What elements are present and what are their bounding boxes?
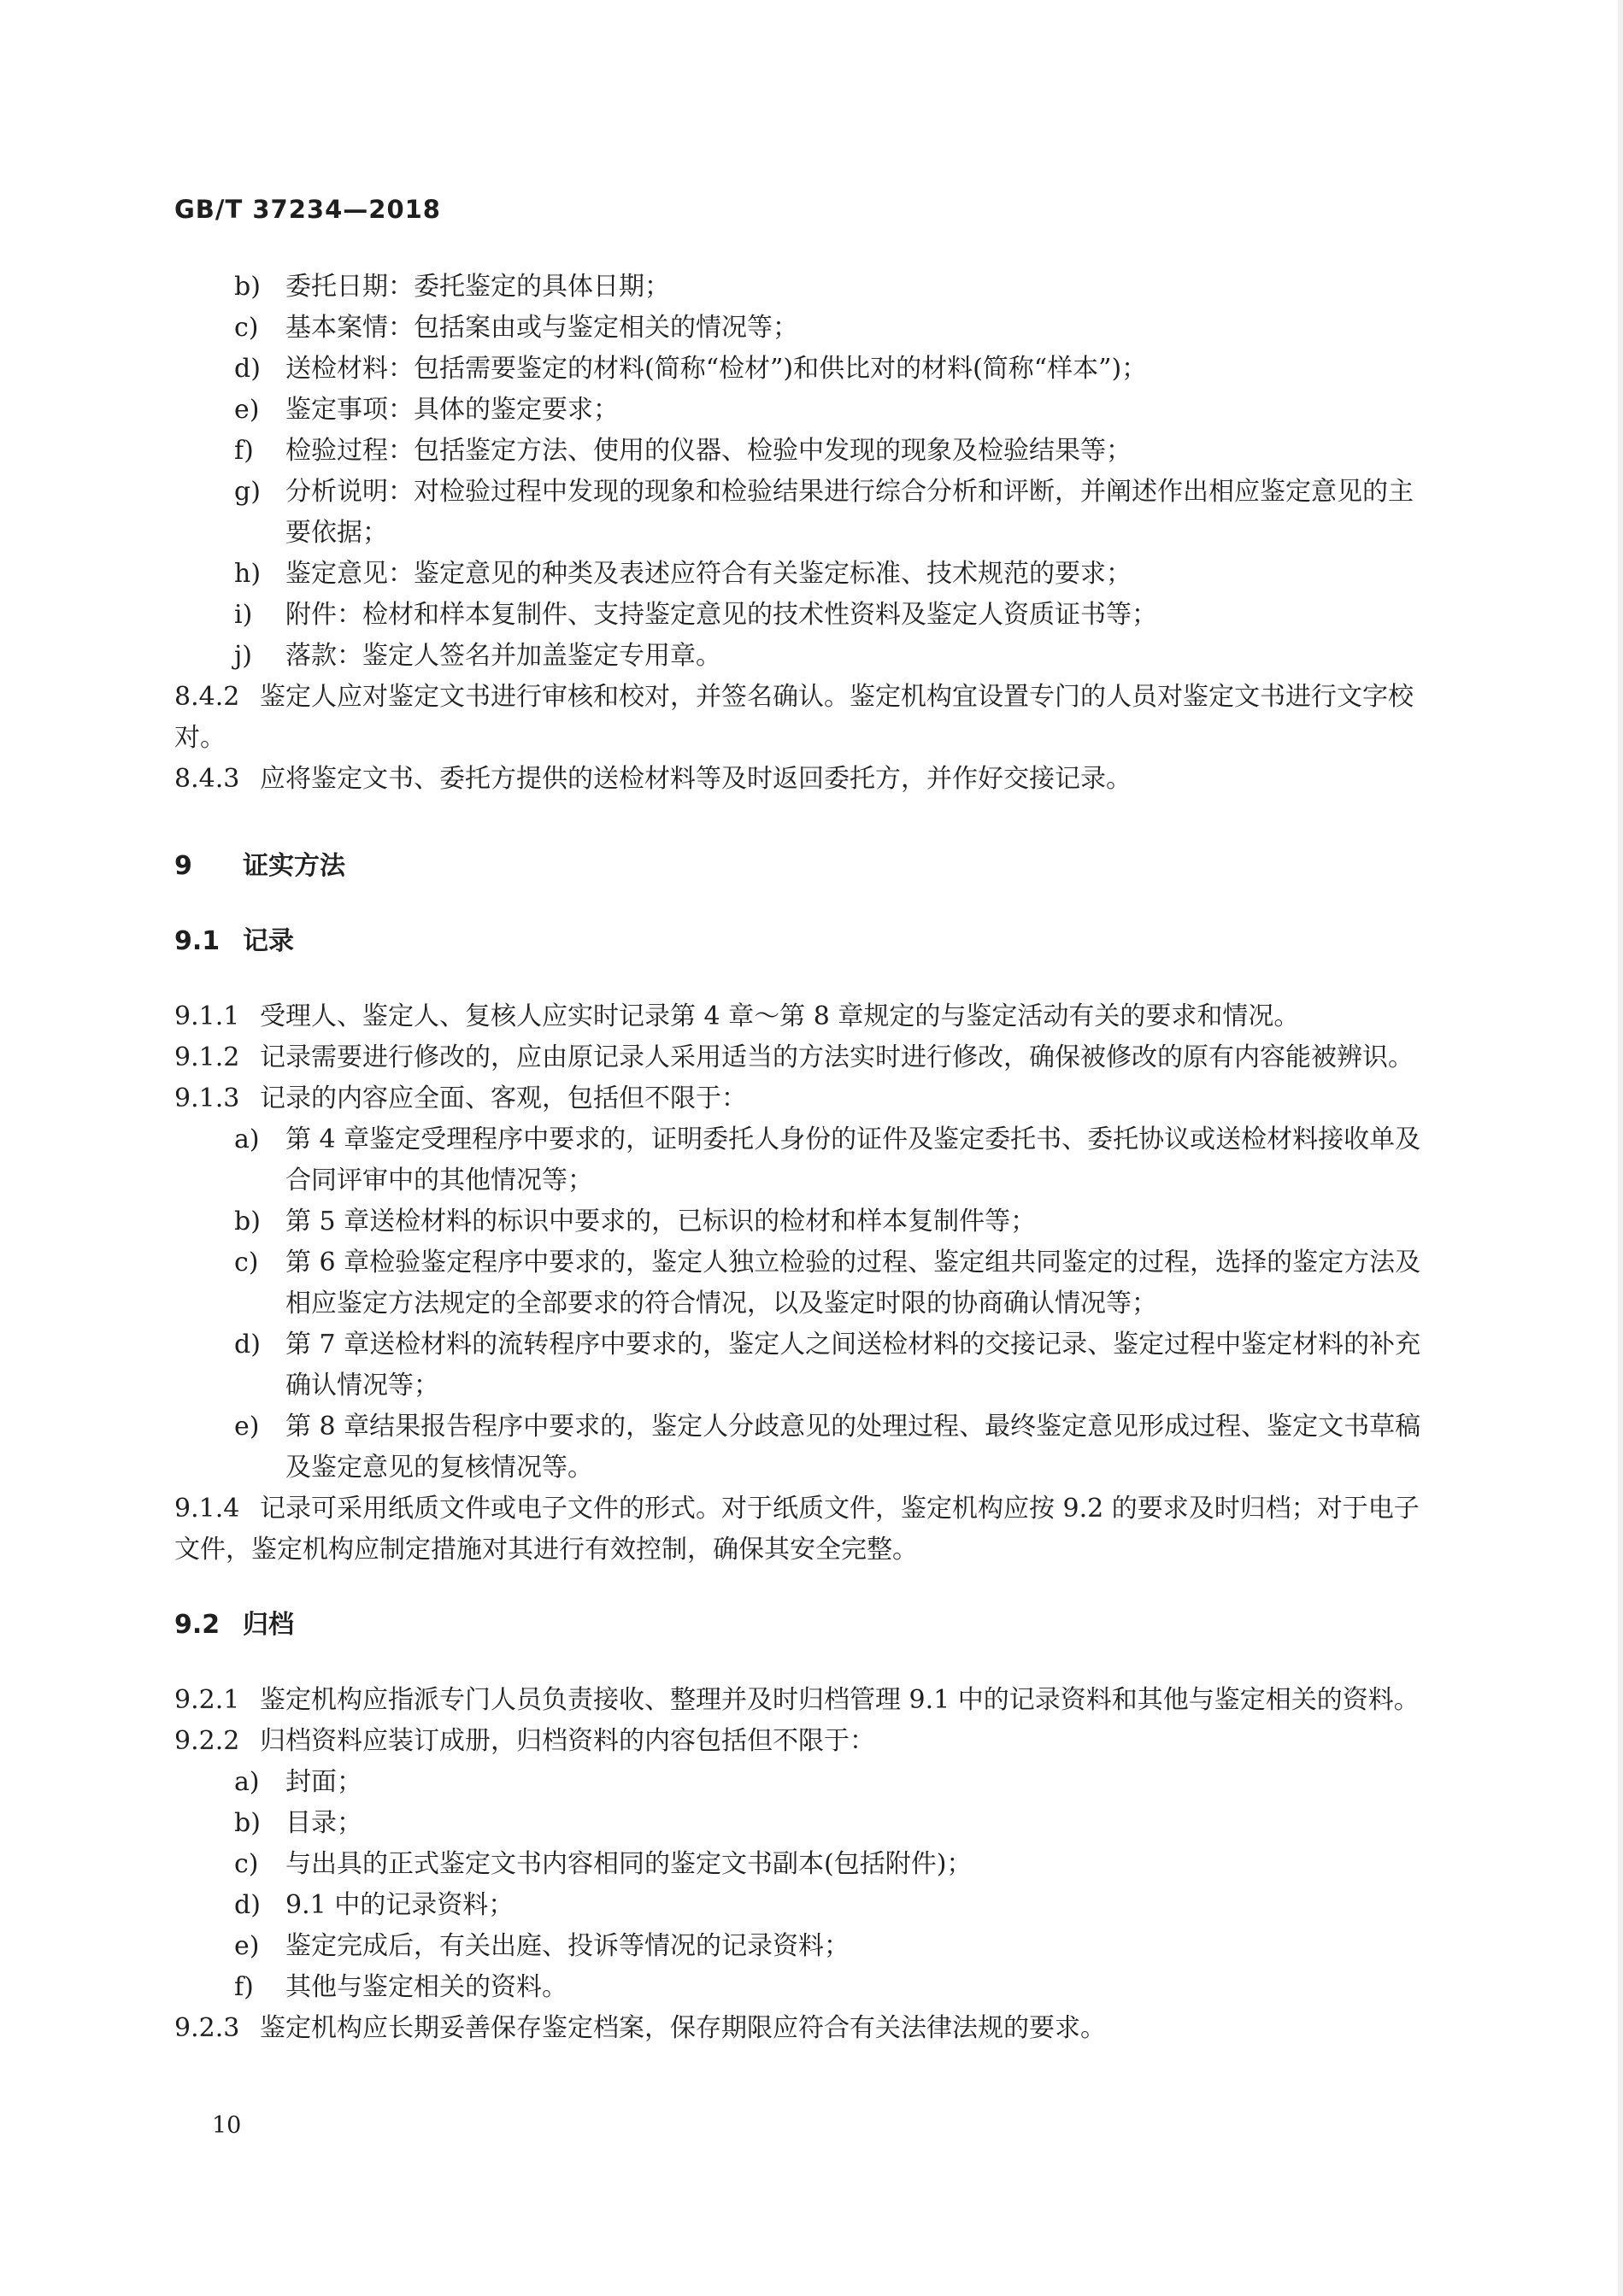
list-item xyxy=(174,1406,1431,1489)
list-marker: f) xyxy=(234,436,254,466)
list-item-text: 附件：检材和样本复制件、支持鉴定意见的技术性资料及鉴定人资质证书等； xyxy=(285,600,1157,630)
section-heading-9-2 xyxy=(174,1605,1431,1646)
clause-9-1-3 xyxy=(174,1078,1431,1119)
list-marker: c) xyxy=(234,1248,259,1277)
list-marker: h) xyxy=(234,559,262,589)
clause-number: 9.1.2 xyxy=(174,1042,240,1072)
list-item xyxy=(174,595,1431,636)
list-item xyxy=(174,1803,1431,1844)
list-marker: e) xyxy=(234,1931,260,1961)
list-marker: c) xyxy=(234,1849,259,1879)
list-item-text: 9.1 中的记录资料； xyxy=(285,1890,515,1920)
clause-number: 8.4.3 xyxy=(174,764,240,794)
list-item xyxy=(174,636,1431,677)
list-item-text: 与出具的正式鉴定文书内容相同的鉴定文书副本(包括附件)； xyxy=(285,1849,973,1879)
list-marker: j) xyxy=(234,641,253,671)
clause-text: 记录可采用纸质文件或电子文件的形式。对于纸质文件，鉴定机构应按 9.2 的要求及时归档；对于电子文件，鉴定机构应制定措施对其进行有效控制，确保其安全完整。 xyxy=(174,1494,1420,1565)
list-item-text: 委托日期：委托鉴定的具体日期； xyxy=(285,272,670,302)
list-item-text: 鉴定事项：具体的鉴定要求； xyxy=(285,395,619,425)
archive-contents-list xyxy=(174,1762,1431,2008)
list-item-text: 封面； xyxy=(285,1767,362,1797)
page-content xyxy=(174,267,1431,2049)
clause-text: 鉴定机构应长期妥善保存鉴定档案，保存期限应符合有关法律法规的要求。 xyxy=(260,2013,1106,2043)
list-marker: d) xyxy=(234,1330,261,1359)
clause-text: 鉴定人应对鉴定文书进行审核和校对，并签名确认。鉴定机构宜设置专门的人员对鉴定文书进行文字校对。 xyxy=(174,682,1414,753)
list-marker: g) xyxy=(234,477,261,507)
clause-number: 9.1.4 xyxy=(174,1494,240,1524)
list-item-text: 鉴定意见：鉴定意见的种类及表述应符合有关鉴定标准、技术规范的要求； xyxy=(285,559,1132,589)
list-item xyxy=(174,349,1431,390)
list-item xyxy=(174,431,1431,472)
list-marker: f) xyxy=(234,1972,254,2002)
list-marker: c) xyxy=(234,313,259,343)
list-item xyxy=(174,1242,1431,1324)
list-marker: d) xyxy=(234,1890,261,1920)
list-marker: d) xyxy=(234,354,261,384)
section-title: 记录 xyxy=(243,926,294,956)
list-item xyxy=(174,1762,1431,1803)
clause-text: 记录的内容应全面、客观，包括但不限于： xyxy=(260,1083,747,1113)
clause-9-1-4 xyxy=(174,1489,1431,1571)
list-marker: e) xyxy=(234,1412,260,1442)
list-item xyxy=(174,1201,1431,1242)
list-marker: b) xyxy=(234,1808,261,1838)
list-item-text: 目录； xyxy=(285,1808,362,1838)
list-marker: b) xyxy=(234,1207,261,1236)
clause-text: 鉴定机构应指派专门人员负责接收、整理并及时归档管理 9.1 中的记录资料和其他与鉴定相关的资料。 xyxy=(260,1685,1420,1715)
list-marker: e) xyxy=(234,395,260,425)
page-edge-shadow xyxy=(1618,0,1623,2296)
clause-9-1-2 xyxy=(174,1037,1431,1078)
clause-9-1-1 xyxy=(174,996,1431,1037)
clause-number: 9.2.3 xyxy=(174,2013,240,2043)
list-item-text: 鉴定完成后，有关出庭、投诉等情况的记录资料； xyxy=(285,1931,850,1961)
list-marker: b) xyxy=(234,272,261,302)
list-item-text: 基本案情：包括案由或与鉴定相关的情况等； xyxy=(285,313,798,343)
list-item xyxy=(174,1844,1431,1885)
list-item xyxy=(174,1926,1431,1967)
section-number: 9.2 xyxy=(174,1610,221,1640)
clause-text: 归档资料应装订成册，归档资料的内容包括但不限于： xyxy=(260,1726,875,1756)
list-item-text: 检验过程：包括鉴定方法、使用的仪器、检验中发现的现象及检验结果等； xyxy=(285,436,1132,466)
clause-number: 8.4.2 xyxy=(174,682,240,712)
list-item-text: 送检材料：包括需要鉴定的材料(简称“检材”)和供比对的材料(简称“样本”)； xyxy=(285,354,1148,384)
section-number: 9 xyxy=(174,851,192,881)
clause-number: 9.2.1 xyxy=(174,1685,240,1715)
list-marker: a) xyxy=(234,1767,260,1797)
clause-9-2-3 xyxy=(174,2008,1431,2049)
list-item-text: 第 5 章送检材料的标识中要求的，已标识的检材和样本复制件等； xyxy=(285,1207,1037,1236)
clause-9-2-2 xyxy=(174,1721,1431,1762)
clause-number: 9.1.1 xyxy=(174,1001,240,1031)
record-contents-list xyxy=(174,1119,1431,1489)
list-item xyxy=(174,390,1431,431)
clause-number: 9.1.3 xyxy=(174,1083,240,1113)
list-item xyxy=(174,1967,1431,2008)
section-title: 证实方法 xyxy=(243,851,345,881)
list-item xyxy=(174,267,1431,308)
clause-8-4-3 xyxy=(174,759,1431,800)
clause-9-2-1 xyxy=(174,1680,1431,1721)
clause-text: 应将鉴定文书、委托方提供的送检材料等及时返回委托方，并作好交接记录。 xyxy=(260,764,1132,794)
list-item xyxy=(174,1119,1431,1201)
list-item xyxy=(174,1885,1431,1926)
page-number: 10 xyxy=(212,2112,242,2139)
clause-number: 9.2.2 xyxy=(174,1726,240,1756)
list-item xyxy=(174,472,1431,554)
section-number: 9.1 xyxy=(174,926,221,956)
list-item xyxy=(174,1324,1431,1406)
section-title: 归档 xyxy=(243,1610,294,1640)
list-item xyxy=(174,554,1431,595)
standard-header: GB/T 37234—2018 xyxy=(174,195,441,224)
clause-8-4-2 xyxy=(174,677,1431,759)
clause-text: 记录需要进行修改的，应由原记录人采用适当的方法实时进行修改，确保被修改的原有内容能被辨识。 xyxy=(260,1042,1414,1072)
list-item-text: 第 6 章检验鉴定程序中要求的，鉴定人独立检验的过程、鉴定组共同鉴定的过程，选择的鉴定方法及相应鉴定方法规定的全部要求的符合情况，以及鉴定时限的协商确认情况等； xyxy=(285,1248,1421,1318)
list-item-text: 落款：鉴定人签名并加盖鉴定专用章。 xyxy=(285,641,721,671)
list-item xyxy=(174,308,1431,349)
report-contents-list xyxy=(174,267,1431,677)
list-marker: i) xyxy=(234,600,253,630)
clause-text: 受理人、鉴定人、复核人应实时记录第 4 章～第 8 章规定的与鉴定活动有关的要求和情况。 xyxy=(260,1001,1300,1031)
list-item-text: 其他与鉴定相关的资料。 xyxy=(285,1972,567,2002)
list-item-text: 分析说明：对检验过程中发现的现象和检验结果进行综合分析和评断，并阐述作出相应鉴定意见的主要依据； xyxy=(285,477,1414,548)
section-heading-9-1 xyxy=(174,921,1431,962)
list-item-text: 第 7 章送检材料的流转程序中要求的，鉴定人之间送检材料的交接记录、鉴定过程中鉴定材料的补充确认情况等； xyxy=(285,1330,1421,1401)
list-item-text: 第 8 章结果报告程序中要求的，鉴定人分歧意见的处理过程、最终鉴定意见形成过程、鉴定文书草稿及鉴定意见的复核情况等。 xyxy=(285,1412,1421,1483)
list-item-text: 第 4 章鉴定受理程序中要求的，证明委托人身份的证件及鉴定委托书、委托协议或送检材料接收单及合同评审中的其他情况等； xyxy=(285,1125,1421,1195)
section-heading-9 xyxy=(174,846,1431,887)
list-marker: a) xyxy=(234,1125,260,1154)
